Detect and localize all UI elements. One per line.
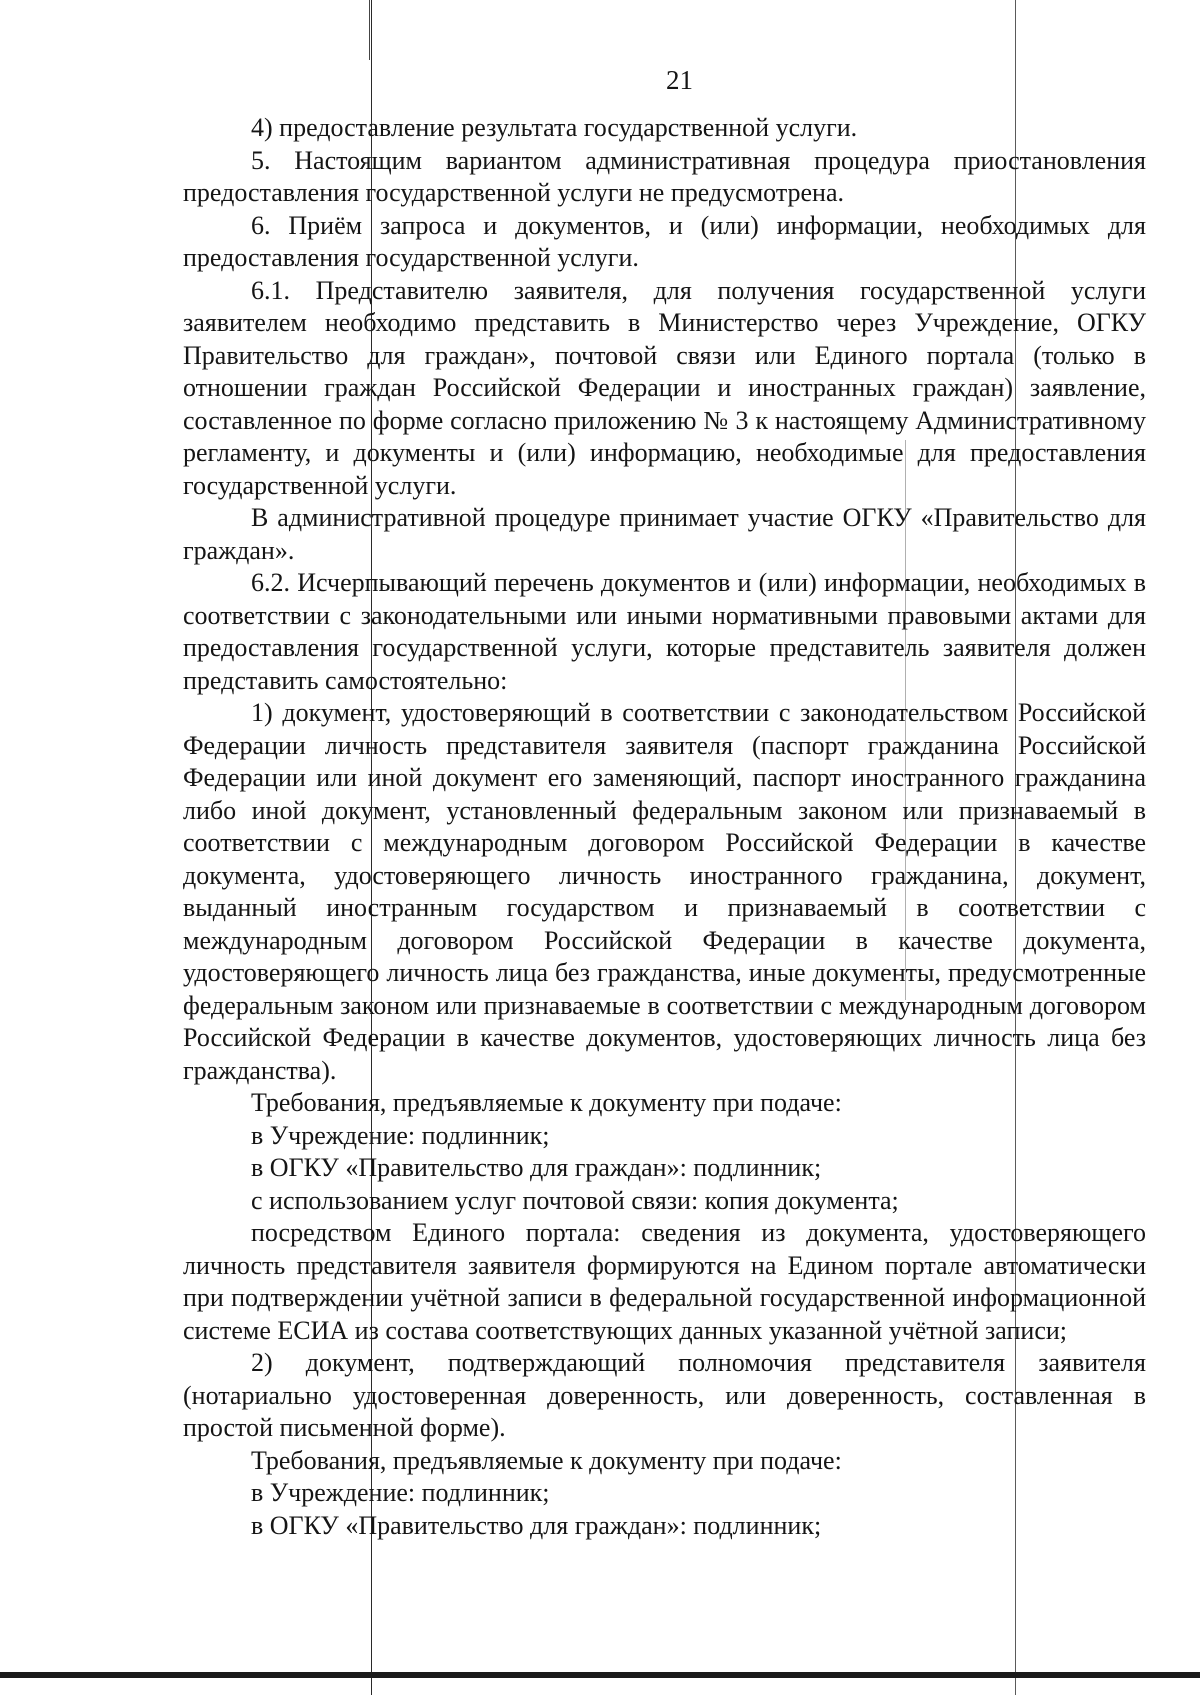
- scan-bottom-border: [0, 1672, 1200, 1678]
- paragraph: 1) документ, удостоверяющий в соответствии с законодательством Российской Федерации личность представителя заявителя (паспорт гражданина Российской Федерации или иной документ его заменяющий, паспорт иностранного гражданина либо иной документ, установленный федеральным законом или признаваемый в соответствии с международным договором Российской Федерации в качестве документа, удостоверяющего личность иностранного гражданина, документ, выданный иностранным государством и признаваемый в соответствии с международным договором Российской Федерации в качестве документа, удостоверяющего личность лица без гражданства, иные документы, предусмотренные федеральным законом или признаваемые в соответствии с международным договором Российской Федерации в качестве документов, удостоверяющих личность лица без гражданства).: [183, 698, 1146, 1085]
- paragraph: посредством Единого портала: сведения из документа, удостоверяющего личность представителя заявителя формируются на Едином портале автоматически при подтверждении учётной записи в федеральной государственной информационной системе ЕСИА из состава соответствующих данных указанной учётной записи;: [183, 1218, 1146, 1345]
- paragraph: 4) предоставление результата государственной услуги.: [251, 113, 858, 142]
- page-number: 21: [666, 65, 693, 95]
- paragraph: 6.1. Представителю заявителя, для получения государственной услуги заявителем необходимо представить в Министерство через Учреждение, ОГКУ Правительство для граждан», почтовой связи или Единого портала (только в отношении граждан Российской Федерации и иностранных граждан) заявление, составленное по форме согласно приложению № 3 к настоящему Административному регламенту, и документы и (или) информацию, необходимые для предоставления государственной услуги.: [183, 275, 1146, 500]
- scan-artifact-line: [369, 0, 370, 60]
- paragraph: 6.2. Исчерпывающий перечень документов и (или) информации, необходимых в соответствии с законодательными или иными нормативными правовыми актами для предоставления государственной услуги, которые представитель заявителя должен представить самостоятельно:: [183, 568, 1146, 695]
- paragraph: В административной процедуре принимает участие ОГКУ «Правительство для граждан».: [183, 503, 1146, 565]
- paragraph: в ОГКУ «Правительство для граждан»: подлинник;: [251, 1510, 822, 1540]
- paragraph: с использованием услуг почтовой связи: копия документа;: [251, 1185, 899, 1215]
- paragraph: Требования, предъявляемые к документу при подаче:: [251, 1445, 842, 1475]
- paragraph: в ОГКУ «Правительство для граждан»: подлинник;: [251, 1153, 822, 1182]
- paragraph: в Учреждение: подлинник;: [251, 1120, 550, 1150]
- paragraph: 5. Настоящим вариантом административная процедура приостановления предоставления государственной услуги не предусмотрена.: [183, 145, 1146, 207]
- paragraph: 2) документ, подтверждающий полномочия представителя заявителя (нотариально удостоверенная доверенность, или доверенность, составленная в простой письменной форме).: [183, 1348, 1146, 1442]
- paragraph: в Учреждение: подлинник;: [251, 1478, 550, 1507]
- document-page: [183, 60, 1146, 1542]
- paragraph: Требования, предъявляемые к документу при подаче:: [251, 1088, 842, 1117]
- paragraph: 6. Приём запроса и документов, и (или) информации, необходимых для предоставления государственной услуги.: [183, 210, 1146, 272]
